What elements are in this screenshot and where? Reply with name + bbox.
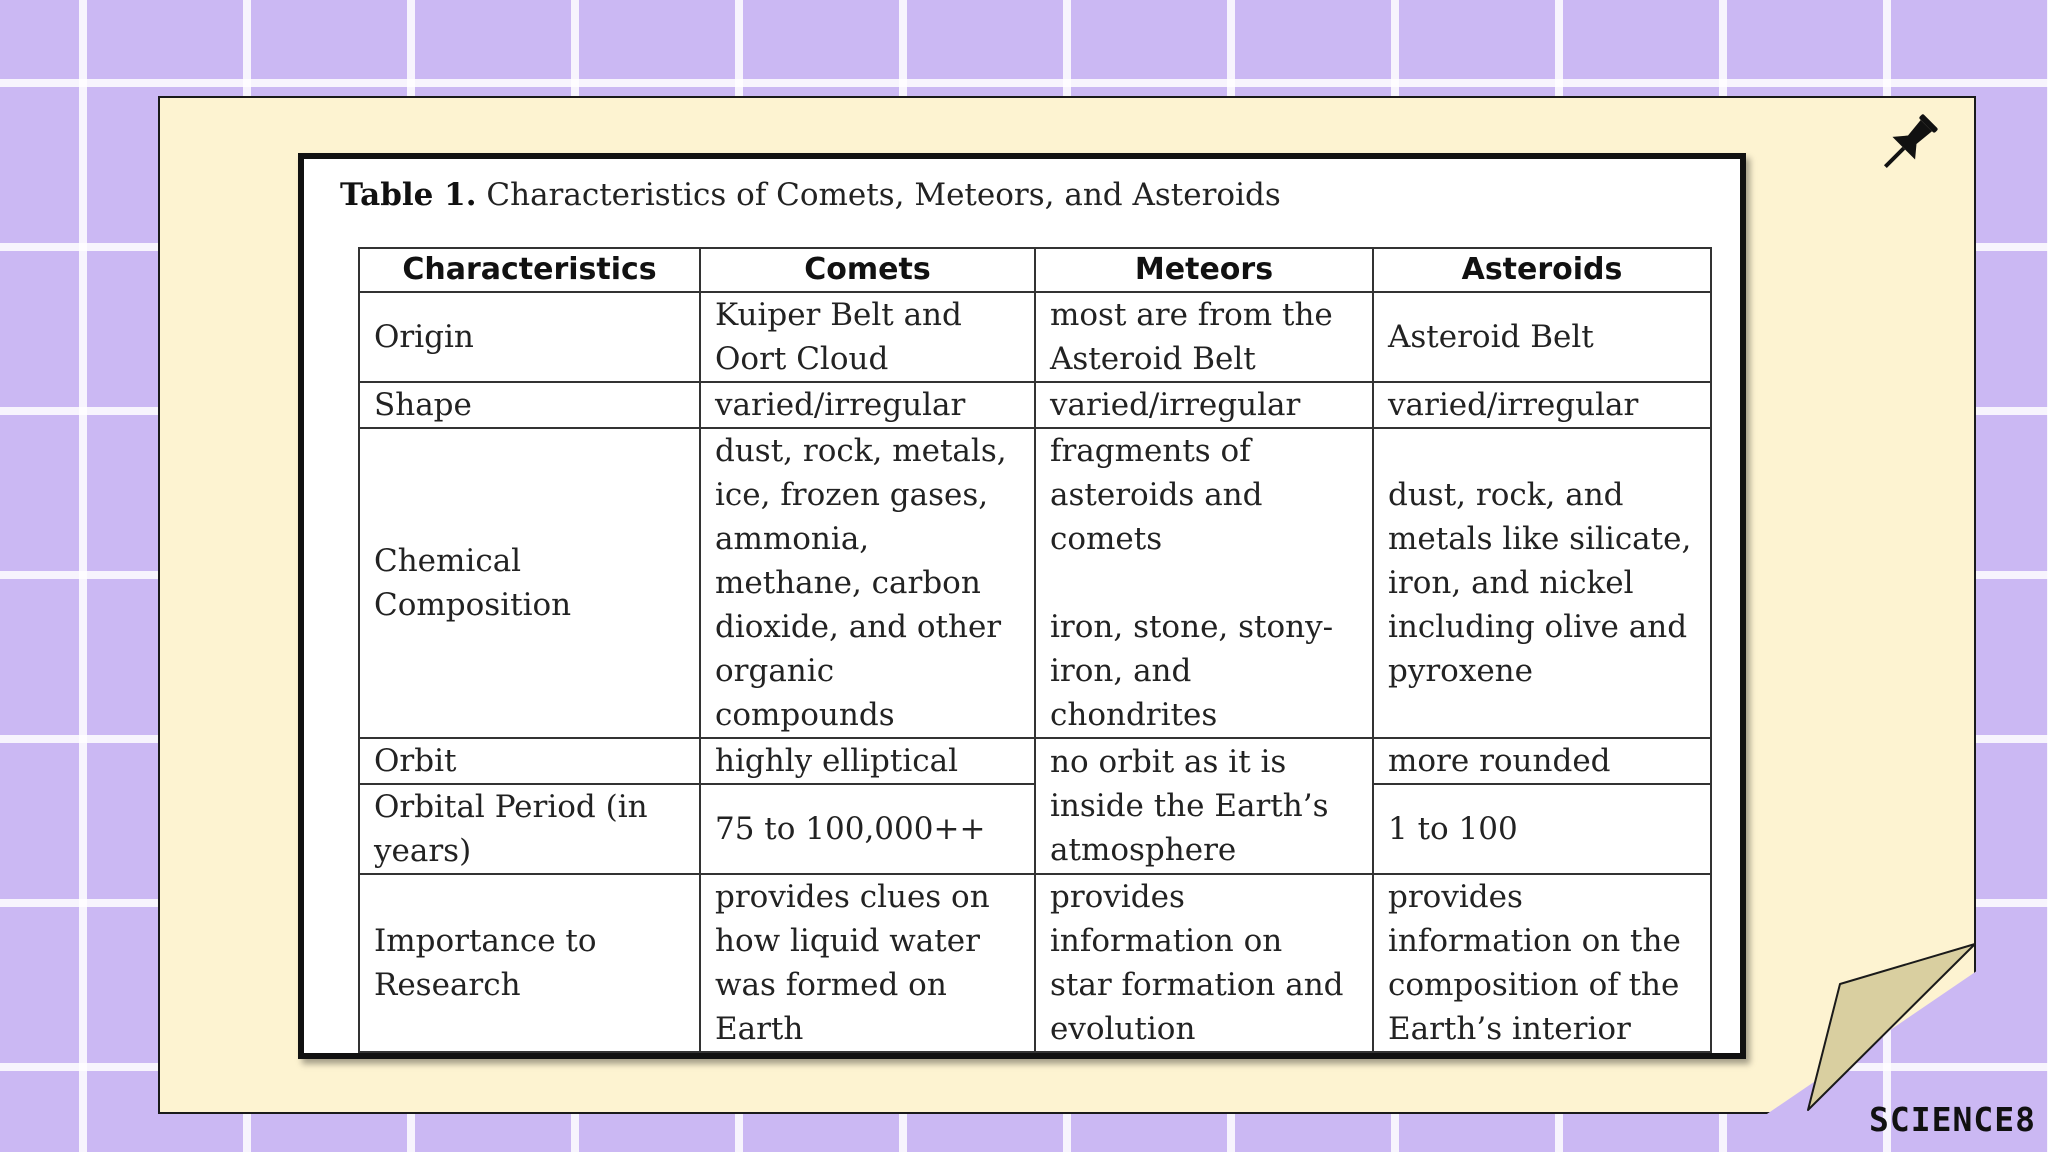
cell-orbit-comets: highly elliptical [700,738,1035,784]
table-card [298,153,1746,1059]
cell-composition-asteroids: dust, rock, and metals like silicate, iron, and nickel including olive and pyroxene [1373,428,1711,738]
table-caption [340,177,1281,213]
cell-orbit-meteors: no orbit as it is inside the Earth’s atmosphere [1035,738,1373,874]
cell-period-asteroids: 1 to 100 [1373,784,1711,874]
row-label-orbit: Orbit [359,738,700,784]
table-header-row [359,248,1711,292]
header-meteors: Meteors [1035,248,1373,292]
characteristics-table [358,247,1712,1053]
table-row-orbit [359,738,1711,784]
row-label-composition: Chemical Composition [359,428,700,738]
cell-orbit-asteroids: more rounded [1373,738,1711,784]
table-row-composition [359,428,1711,738]
table-caption-label: Table 1. [340,177,477,213]
cell-origin-comets: Kuiper Belt and Oort Cloud [700,292,1035,382]
table-row-origin [359,292,1711,382]
cell-shape-comets: varied/irregular [700,382,1035,428]
table-caption-text: Characteristics of Comets, Meteors, and Asteroids [476,177,1281,213]
cell-importance-comets: provides clues on how liquid water was formed on Earth [700,874,1035,1052]
table-row-shape [359,382,1711,428]
cell-importance-meteors: provides information on star formation and evolution [1035,874,1373,1052]
row-label-importance: Importance to Research [359,874,700,1052]
cell-origin-asteroids: Asteroid Belt [1373,292,1711,382]
table-row-importance [359,874,1711,1052]
cell-composition-comets: dust, rock, metals, ice, frozen gases, ammonia, methane, carbon dioxide, and other organic compounds [700,428,1035,738]
header-characteristics: Characteristics [359,248,700,292]
row-label-period: Orbital Period (in years) [359,784,700,874]
brand-label: SCIENCE8 [1869,1100,2036,1139]
cell-composition-meteors: fragments of asteroids and comets iron, stone, stony- iron, and chondrites [1035,428,1373,738]
push-pin-icon [1872,108,1944,180]
cell-shape-asteroids: varied/irregular [1373,382,1711,428]
header-asteroids: Asteroids [1373,248,1711,292]
cell-shape-meteors: varied/irregular [1035,382,1373,428]
cell-period-comets: 75 to 100,000++ [700,784,1035,874]
cell-importance-asteroids: provides information on the composition of the Earth’s interior [1373,874,1711,1052]
row-label-origin: Origin [359,292,700,382]
header-comets: Comets [700,248,1035,292]
row-label-shape: Shape [359,382,700,428]
cell-origin-meteors: most are from the Asteroid Belt [1035,292,1373,382]
page-curl [1800,940,1980,1116]
